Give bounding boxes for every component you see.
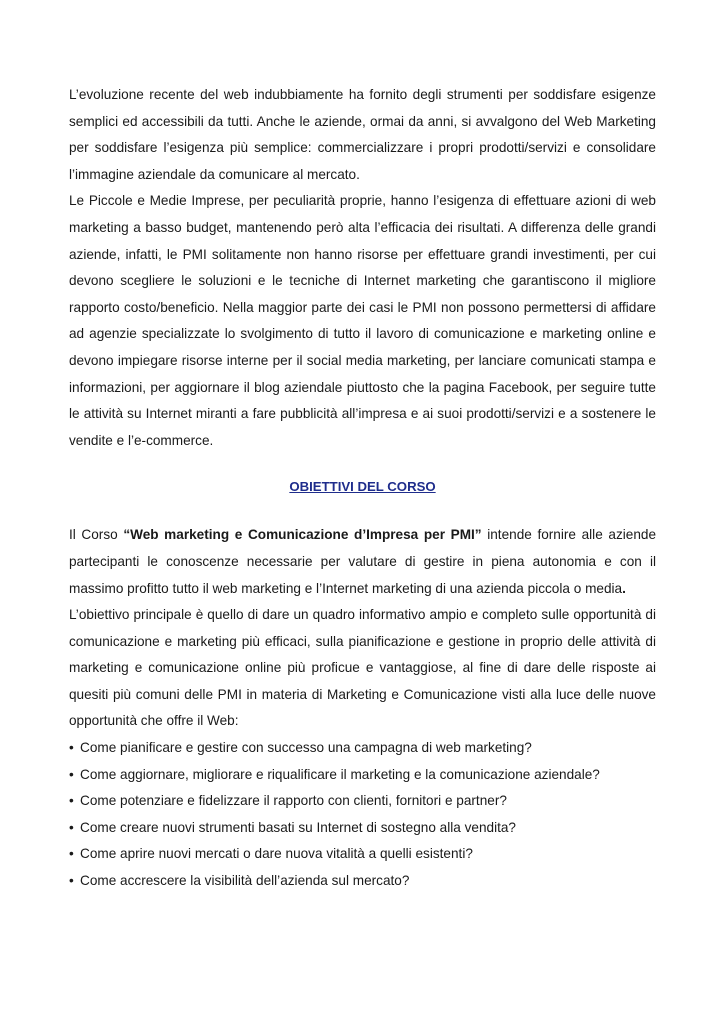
bullet-icon: • bbox=[69, 766, 74, 782]
list-item bbox=[69, 815, 656, 842]
bullet-icon: • bbox=[69, 846, 74, 862]
bullet-icon: • bbox=[69, 819, 74, 835]
list-item-text: Come aggiornare, migliorare e riqualificare il marketing e la comunicazione aziendale? bbox=[80, 766, 600, 782]
intro-paragraph-1: L’evoluzione recente del web indubbiamente ha fornito degli strumenti per soddisfare esigenze semplici ed accessibili da tutti. Anche le aziende, ormai da anni, si avvalgono del Web Marketing per soddisfare l’esigenza più semplice: commercializzare i propri prodotti/servizi e consolidare l’immagine aziendale da comunicare al mercato. bbox=[69, 87, 656, 182]
objective-paragraph: L’obiettivo principale è quello di dare un quadro informativo ampio e completo sulle opportunità di comunicazione e marketing più efficaci, sulla pianificazione e gestione in proprio delle attività di marketing e comunicazione online più proficue e vantaggiose, al fine di dare delle risposte ai quesiti più comuni delle PMI in materia di Marketing e Comunicazione visti alla luce delle nuove opportunità che offre il Web: bbox=[69, 607, 656, 729]
list-item bbox=[69, 868, 656, 895]
course-paragraph-end-mark: . bbox=[622, 580, 626, 596]
list-item-text: Come potenziare e fidelizzare il rapporto con clienti, fornitori e partner? bbox=[80, 793, 507, 809]
questions-list bbox=[69, 735, 656, 895]
document-page bbox=[69, 82, 656, 895]
section-spacer bbox=[69, 501, 656, 522]
section-heading-obiettivi: OBIETTIVI DEL CORSO bbox=[289, 479, 436, 495]
course-paragraph-suffix: intende fornire alle aziende partecipanti le conoscenze necessarie per valutare di gestire in piena autonomia e con il massimo profitto tutto il web marketing e l’Internet marketing di una azienda piccola o media bbox=[69, 527, 656, 596]
list-item bbox=[69, 788, 656, 815]
list-item bbox=[69, 762, 656, 789]
list-item-text: Come accrescere la visibilità dell’azienda sul mercato? bbox=[80, 873, 410, 889]
list-item bbox=[69, 841, 656, 868]
bullet-icon: • bbox=[69, 740, 74, 756]
course-paragraph-prefix: Il Corso bbox=[69, 527, 124, 543]
course-paragraph bbox=[69, 522, 656, 602]
list-item bbox=[69, 735, 656, 762]
list-item-text: Come creare nuovi strumenti basati su Internet di sostegno alla vendita? bbox=[80, 819, 516, 835]
list-item-text: Come pianificare e gestire con successo una campagna di web marketing? bbox=[80, 740, 532, 756]
course-title: “Web marketing e Comunicazione d’Impresa per PMI” bbox=[123, 527, 482, 543]
bullet-icon: • bbox=[69, 793, 74, 809]
bullet-icon: • bbox=[69, 873, 74, 889]
intro-paragraph-2: Le Piccole e Medie Imprese, per peculiarità proprie, hanno l’esigenza di effettuare azioni di web marketing a basso budget, mantenendo però alta l’efficacia dei risultati. A differenza delle grandi aziende, infatti, le PMI solitamente non hanno risorse per effettuare grandi investimenti, per cui devono scegliere le soluzioni e le tecniche di Internet marketing che garantiscono il migliore rapporto costo/beneficio. Nella maggior parte dei casi le PMI non possono permettersi di affidare ad agenzie specializzate lo svolgimento di tutto il lavoro di comunicazione e marketing online e devono impiegare risorse interne per il social media marketing, per lanciare comunicati stampa e informazioni, per aggiornare il blog aziendale piuttosto che la pagina Facebook, per seguire tutte le attività su Internet miranti a fare pubblicità all’impresa e ai suoi prodotti/servizi e a sostenere le vendite e l’e-commerce. bbox=[69, 193, 656, 448]
list-item-text: Come aprire nuovi mercati o dare nuova vitalità a quelli esistenti? bbox=[80, 846, 473, 862]
